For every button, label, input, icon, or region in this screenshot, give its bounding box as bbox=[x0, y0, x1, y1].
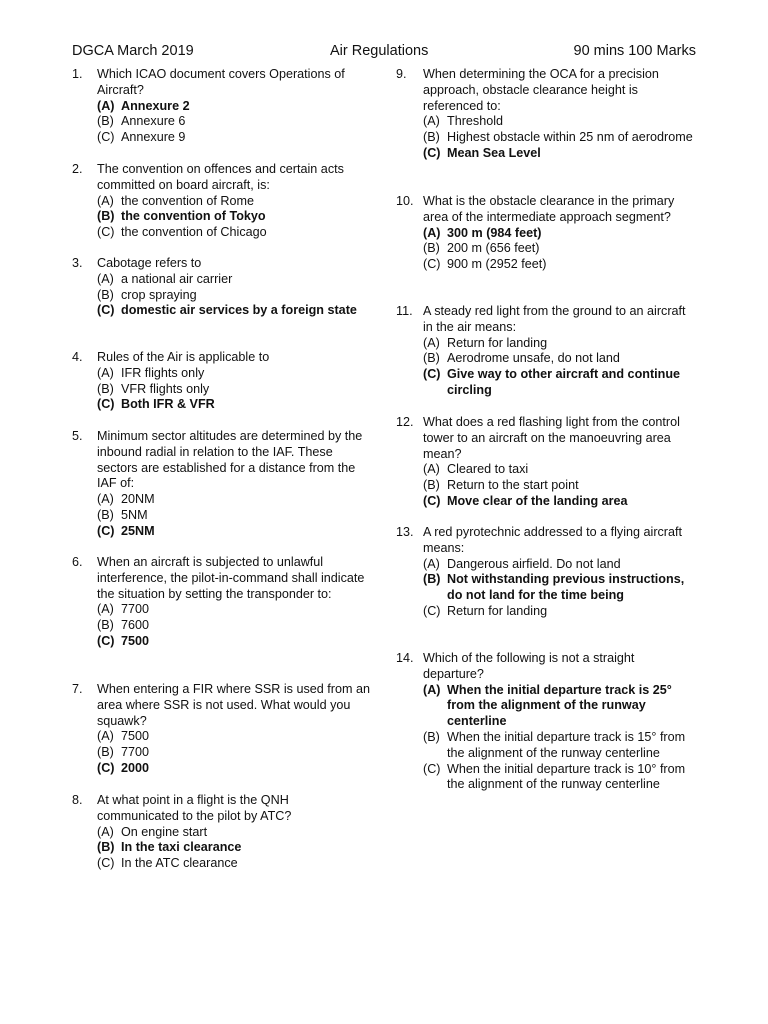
option-text: Not withstanding previous instructions, do not land for the time being bbox=[447, 572, 685, 603]
question-number: 4. bbox=[72, 350, 83, 364]
option-label: (A) bbox=[97, 271, 114, 286]
option-label: (A) bbox=[97, 98, 115, 113]
option-label: (B) bbox=[423, 351, 440, 366]
option-text: a national air carrier bbox=[121, 271, 233, 286]
answer-option-correct bbox=[97, 761, 372, 777]
option-text: 300 m (984 feet) bbox=[447, 225, 542, 240]
answer-option bbox=[423, 351, 696, 367]
option-text: Annexure 2 bbox=[121, 98, 190, 113]
answer-option bbox=[423, 257, 696, 273]
answer-options bbox=[97, 99, 372, 146]
option-label: (C) bbox=[97, 856, 115, 871]
option-label: (A) bbox=[97, 492, 114, 507]
answer-option-correct bbox=[97, 303, 372, 319]
option-text: Mean Sea Level bbox=[447, 145, 541, 160]
option-text: VFR flights only bbox=[121, 381, 210, 396]
answer-option bbox=[97, 366, 372, 382]
question-text: When entering a FIR where SSR is used from an area where SSR is not used. What would you squawk? bbox=[97, 682, 370, 728]
question-text: What is the obstacle clearance in the primary area of the intermediate approach segment? bbox=[423, 194, 675, 224]
page-header bbox=[72, 40, 696, 62]
answer-option-correct bbox=[97, 634, 372, 650]
answer-option bbox=[97, 492, 372, 508]
option-text: crop spraying bbox=[121, 287, 197, 302]
option-text: 200 m (656 feet) bbox=[447, 241, 540, 256]
question-text: Minimum sector altitudes are determined by the inbound radial in relation to the IAF. These sectors are established for a distance from the IAF of: bbox=[97, 429, 363, 491]
answer-option-correct bbox=[97, 524, 372, 540]
option-text: Return to the start point bbox=[447, 478, 579, 493]
option-text: When the initial departure track is 10° from the alignment of the runway centerline bbox=[447, 761, 686, 792]
answer-option bbox=[423, 762, 696, 794]
option-label: (A) bbox=[97, 824, 114, 839]
question-text: At what point in a flight is the QNH communicated to the pilot by ATC? bbox=[97, 793, 292, 823]
option-label: (C) bbox=[97, 303, 115, 318]
question-text: Which of the following is not a straight departure? bbox=[423, 651, 635, 681]
option-label: (A) bbox=[423, 556, 440, 571]
option-label: (C) bbox=[97, 523, 115, 538]
question-number: 14. bbox=[396, 651, 414, 665]
option-text: Highest obstacle within 25 nm of aerodrome bbox=[447, 130, 693, 145]
question-3 bbox=[72, 256, 372, 319]
question-6 bbox=[72, 555, 372, 650]
question-number: 2. bbox=[72, 162, 83, 176]
question-text: A red pyrotechnic addressed to a flying aircraft means: bbox=[423, 525, 683, 555]
question-5 bbox=[72, 429, 372, 540]
question-number: 5. bbox=[72, 429, 83, 443]
question-number: 1. bbox=[72, 67, 83, 81]
option-label: (A) bbox=[97, 729, 114, 744]
question-text: Which ICAO document covers Operations of Aircraft? bbox=[97, 67, 345, 97]
answer-option-correct bbox=[423, 226, 696, 242]
option-label: (B) bbox=[97, 381, 114, 396]
answer-options bbox=[97, 194, 372, 241]
answer-options bbox=[97, 366, 372, 413]
option-label: (A) bbox=[423, 682, 441, 697]
answer-option bbox=[423, 130, 696, 146]
answer-options bbox=[97, 492, 372, 539]
question-number: 13. bbox=[396, 525, 414, 539]
question-text: When an aircraft is subjected to unlawful interference, the pilot-in-command shall indicate the situation by setting the transponder to: bbox=[97, 555, 365, 601]
option-text: 7600 bbox=[121, 618, 150, 633]
option-text: Move clear of the landing area bbox=[447, 493, 628, 508]
option-text: Aerodrome unsafe, do not land bbox=[447, 351, 620, 366]
option-label: (A) bbox=[423, 225, 441, 240]
answer-options bbox=[97, 825, 372, 872]
option-label: (B) bbox=[423, 729, 440, 744]
answer-option bbox=[97, 745, 372, 761]
question-10 bbox=[396, 194, 696, 273]
answer-option-correct bbox=[423, 683, 696, 730]
option-text: Annexure 6 bbox=[121, 114, 186, 129]
option-text: Give way to other aircraft and continue circling bbox=[447, 367, 681, 397]
answer-option bbox=[97, 382, 372, 398]
option-label: (C) bbox=[97, 760, 115, 775]
option-text: the convention of Chicago bbox=[121, 225, 267, 240]
answer-option bbox=[97, 194, 372, 210]
option-label: (C) bbox=[423, 603, 441, 618]
answer-option bbox=[97, 618, 372, 634]
option-text: 7500 bbox=[121, 729, 150, 744]
option-text: In the taxi clearance bbox=[121, 840, 242, 855]
option-text: 7700 bbox=[121, 745, 150, 760]
answer-option bbox=[423, 730, 696, 762]
answer-option-correct bbox=[97, 209, 372, 225]
answer-option bbox=[423, 478, 696, 494]
option-text: IFR flights only bbox=[121, 365, 205, 380]
answer-options bbox=[423, 462, 696, 509]
answer-options bbox=[423, 557, 696, 620]
answer-options bbox=[423, 683, 696, 794]
option-label: (B) bbox=[97, 618, 114, 633]
option-text: 25NM bbox=[121, 523, 155, 538]
option-label: (B) bbox=[97, 840, 115, 855]
option-label: (A) bbox=[97, 602, 114, 617]
question-number: 6. bbox=[72, 555, 83, 569]
question-1 bbox=[72, 67, 372, 146]
option-label: (C) bbox=[97, 633, 115, 648]
answer-option bbox=[97, 856, 372, 872]
question-number: 3. bbox=[72, 256, 83, 270]
answer-option bbox=[97, 130, 372, 146]
question-4 bbox=[72, 350, 372, 413]
option-text: Dangerous airfield. Do not land bbox=[447, 556, 621, 571]
option-label: (B) bbox=[97, 209, 115, 224]
question-11 bbox=[396, 304, 696, 399]
option-label: (B) bbox=[97, 287, 114, 302]
option-label: (C) bbox=[97, 225, 115, 240]
answer-option bbox=[423, 604, 696, 620]
question-2 bbox=[72, 162, 372, 241]
option-text: Return for landing bbox=[447, 603, 548, 618]
question-number: 9. bbox=[396, 67, 407, 81]
answer-options bbox=[97, 272, 372, 319]
answer-option-correct bbox=[423, 146, 696, 162]
answer-option-correct bbox=[423, 367, 696, 399]
option-text: the convention of Rome bbox=[121, 193, 255, 208]
answer-options bbox=[423, 226, 696, 273]
question-7 bbox=[72, 682, 372, 777]
option-text: Threshold bbox=[447, 114, 504, 129]
option-text: the convention of Tokyo bbox=[121, 209, 266, 224]
answer-option-correct bbox=[423, 572, 696, 604]
exam-title: DGCA March 2019 bbox=[72, 43, 194, 59]
option-text: 20NM bbox=[121, 492, 155, 507]
question-text: When determining the OCA for a precision approach, obstacle clearance height is referenced to: bbox=[423, 67, 659, 113]
option-text: In the ATC clearance bbox=[121, 856, 238, 871]
option-text: Cleared to taxi bbox=[447, 462, 529, 477]
option-label: (B) bbox=[97, 745, 114, 760]
answer-option-correct bbox=[97, 99, 372, 115]
option-label: (B) bbox=[423, 130, 440, 145]
option-label: (C) bbox=[423, 761, 441, 776]
option-text: Annexure 9 bbox=[121, 130, 186, 145]
answer-option bbox=[423, 241, 696, 257]
option-label: (A) bbox=[97, 193, 114, 208]
answer-option bbox=[97, 508, 372, 524]
option-text: 5NM bbox=[121, 507, 148, 522]
option-label: (A) bbox=[423, 335, 440, 350]
option-label: (A) bbox=[423, 462, 440, 477]
option-label: (B) bbox=[423, 478, 440, 493]
answer-option bbox=[97, 114, 372, 130]
question-text: What does a red flashing light from the control tower to an aircraft on the manoeuvring area mean? bbox=[423, 415, 680, 461]
answer-option bbox=[423, 462, 696, 478]
answer-option bbox=[97, 602, 372, 618]
option-label: (B) bbox=[423, 572, 441, 587]
option-label: (C) bbox=[423, 145, 441, 160]
answer-option bbox=[97, 288, 372, 304]
answer-option bbox=[97, 225, 372, 241]
option-label: (A) bbox=[423, 114, 440, 129]
option-label: (B) bbox=[97, 507, 114, 522]
question-number: 12. bbox=[396, 415, 414, 429]
answer-option bbox=[97, 729, 372, 745]
question-text: Cabotage refers to bbox=[97, 256, 202, 270]
answer-option bbox=[97, 272, 372, 288]
option-label: (C) bbox=[423, 257, 441, 272]
option-text: Return for landing bbox=[447, 335, 548, 350]
option-text: 900 m (2952 feet) bbox=[447, 257, 547, 272]
answer-option-correct bbox=[97, 840, 372, 856]
answer-options bbox=[423, 336, 696, 399]
answer-options bbox=[97, 602, 372, 649]
question-13 bbox=[396, 525, 696, 620]
option-text: 2000 bbox=[121, 760, 150, 775]
answer-option bbox=[423, 336, 696, 352]
option-label: (C) bbox=[97, 130, 115, 145]
question-number: 11. bbox=[396, 304, 413, 318]
option-label: (C) bbox=[423, 367, 441, 382]
option-label: (C) bbox=[97, 397, 115, 412]
question-9 bbox=[396, 67, 696, 162]
answer-option-correct bbox=[423, 494, 696, 510]
subject-title: Air Regulations bbox=[330, 43, 429, 59]
answer-option-correct bbox=[97, 397, 372, 413]
answer-options bbox=[97, 729, 372, 776]
question-text: Rules of the Air is applicable to bbox=[97, 350, 270, 364]
answer-options bbox=[423, 114, 696, 161]
answer-option bbox=[97, 825, 372, 841]
option-text: Both IFR & VFR bbox=[121, 397, 215, 412]
option-text: domestic air services by a foreign state bbox=[121, 303, 357, 318]
question-text: The convention on offences and certain acts committed on board aircraft, is: bbox=[97, 162, 344, 192]
question-12 bbox=[396, 415, 696, 510]
question-14 bbox=[396, 651, 696, 793]
question-text: A steady red light from the ground to an aircraft in the air means: bbox=[423, 304, 686, 334]
question-number: 7. bbox=[72, 682, 83, 696]
option-text: On engine start bbox=[121, 824, 208, 839]
question-number: 8. bbox=[72, 793, 83, 807]
question-number: 10. bbox=[396, 194, 414, 208]
exam-duration-marks: 90 mins 100 Marks bbox=[573, 43, 696, 59]
answer-option bbox=[423, 114, 696, 130]
question-8 bbox=[72, 793, 372, 872]
option-label: (B) bbox=[97, 114, 114, 129]
option-label: (A) bbox=[97, 365, 114, 380]
option-text: 7500 bbox=[121, 633, 150, 648]
option-text: When the initial departure track is 15° from the alignment of the runway centerline bbox=[447, 729, 686, 760]
option-text: 7700 bbox=[121, 602, 150, 617]
answer-option bbox=[423, 557, 696, 573]
option-text: When the initial departure track is 25° from the alignment of the runway centerline bbox=[447, 682, 672, 729]
option-label: (C) bbox=[423, 493, 441, 508]
option-label: (B) bbox=[423, 241, 440, 256]
